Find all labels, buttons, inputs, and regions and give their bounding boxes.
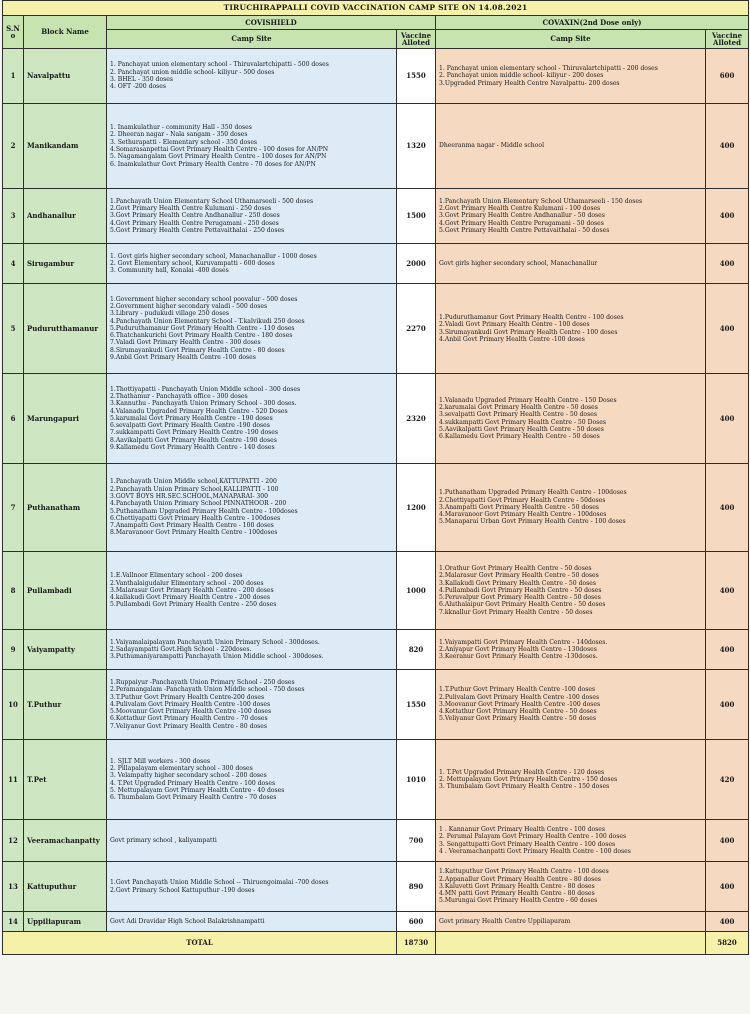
covaxin-vaccine-alloted: 400 [706,670,749,740]
covishield-site-line: 8.Maravanoor Govt Primary Health Centre - 100doses [110,529,278,537]
covaxin-site-line: 2.Chettiyapatti Govt Primary Health Centre - 50doses [439,496,606,504]
covaxin-site-line: 4.Maravanoor Govt Primary Health Centre - 100doses [439,511,607,519]
covishield-site-line: 3. BHEL - 350 doses [110,76,173,83]
covaxin-vaccine-alloted: 400 [706,244,749,284]
covishield-vaccine-alloted: 2320 [397,374,436,464]
covishield-camp-sites [107,670,397,740]
covaxin-site-line: 2.Pulivalam Govt Primary Health Centre -100 doses [439,693,600,701]
covaxin-site-line: 1.Puduruthamanur Govt Primary Health Centre - 100 doses [439,313,624,321]
block-name: Marungapuri [24,374,107,464]
covishield-site-line: 6. Inamkulathur Govt Primary Health Centre - 70 doses for AN/PN [110,160,316,168]
covishield-site-line: 1. Inamkulathur - community Hall - 350 doses [110,124,252,132]
header-row-1 [3,16,749,30]
covaxin-site-line: 4 . Veeramachanpatti Govt Primary Health Centre - 100 doses [439,847,631,855]
table-row [3,820,749,862]
header-block-name: Block Name [24,16,107,49]
serial-number: 9 [3,630,24,670]
serial-number: 8 [3,552,24,630]
covishield-site-line: 2.Vanthalaigudalur Elimentary school - 200 doses [110,579,264,587]
covishield-site-line: 1.Govt Panchayath Union Middle School -- Thiruengoimalai -700 doses [110,879,329,887]
covaxin-camp-sites [436,189,706,244]
covaxin-vaccine-alloted: 600 [706,49,749,104]
covishield-site-line: 9.Kallamedu Govt Primary Health Centre - 140 doses [110,444,275,452]
covaxin-site-line: 4.Kottathur Govt Primary Health Centre - 50 doses [439,708,597,716]
covaxin-camp-sites [436,912,706,932]
covaxin-site-line: 3.Govt Primary Health Centre Andhanallur - 50 doses [439,212,605,220]
covaxin-camp-sites [436,104,706,189]
covishield-site-line: 5.Puthanatham Upgraded Primary Health Centre - 100doses [110,507,298,515]
covaxin-site-line: 1. Panchayat union elementary school - Thiruvalartchipatti - 200 doses [439,65,658,73]
covishield-site-line: 2. Dheeran nagar - Nala sangam - 350 doses [110,131,248,139]
block-name: Pudurutthamanur [24,284,107,374]
covaxin-site-line: 3.Keeranur Govt Primary Health Centre -130doses. [439,653,598,661]
covaxin-site-line: 1.Puthanatham Upgraded Primary Health Centre - 100doses [439,489,627,497]
covishield-camp-sites [107,374,397,464]
table-row [3,374,749,464]
covishield-vaccine-alloted: 1550 [397,670,436,740]
covaxin-site-line: 1.Panchayath Union Elementary School Uthamarseeli - 150 doses [439,197,643,205]
covaxin-site-line: 1.Valanadu Upgraded Primary Health Centre - 150 Doses [439,396,617,404]
covaxin-camp-sites [436,49,706,104]
covaxin-site-line: 4.sukkampatti Govt Primary Health Centre - 50 Doses [439,418,607,426]
serial-number: 2 [3,104,24,189]
covaxin-camp-sites [436,552,706,630]
covishield-site-line: 4.Valanadu Upgraded Primary Health Centre - 520 Doses [110,407,288,415]
covaxin-vaccine-alloted: 400 [706,464,749,552]
block-name: Kattuputhur [24,862,107,912]
total-row [3,932,749,955]
covishield-camp-sites [107,464,397,552]
covaxin-vaccine-alloted: 400 [706,820,749,862]
serial-number: 14 [3,912,24,932]
covaxin-vaccine-alloted: 400 [706,912,749,932]
covishield-site-line: 1. Govt girls higher secondary school, Manachanallur - 1000 doses [110,252,317,260]
covishield-site-line: 4. T.Pet Upgraded Primary Health Centre - 100 doses [110,779,276,787]
covaxin-camp-sites [436,862,706,912]
covaxin-site-line: 3.Sirumayankudi Govt Primary Health Centre - 100 doses [439,328,618,336]
covishield-vaccine-alloted: 890 [397,862,436,912]
block-name: Pullambadi [24,552,107,630]
covishield-site-line: 1. Panchayat union elementary school - Thiruvalartchipatti - 500 doses [110,61,329,69]
covaxin-site-line: 3. Thumbalam Govt Primary Health Centre - 150 doses [439,783,610,791]
serial-number: 7 [3,464,24,552]
sheet-title: TIRUCHIRAPPALLI COVID VACCINATION CAMP SITE ON 14.08.2021 [3,1,749,16]
covaxin-site-line: Govt primary Health Centre Uppiliapuram [439,917,571,925]
block-name: Puthanatham [24,464,107,552]
header-covaxin: COVAXIN(2nd Dose only) [436,16,749,30]
covaxin-site-line: 5.Aavikalpatti Govt Primary Health Centre - 50 doses [439,425,604,433]
covishield-site-line: 1.Panchayath Union Elementary School Uthamarseeli - 500 doses [110,197,314,205]
covishield-camp-sites [107,104,397,189]
covishield-camp-sites [107,552,397,630]
covaxin-vaccine-alloted: 400 [706,374,749,464]
covishield-site-line: Govt Adi Dravidar High School Balakrishnampatti [110,917,265,925]
covaxin-site-line: 3.Upgraded Primary Health Centre Navalpattu- 200 doses [439,79,620,87]
covaxin-site-line: 5.Murungai Govt Primary Health Centre - 60 doses [439,897,598,905]
covaxin-camp-sites [436,284,706,374]
covishield-site-line: Govt primary school , kaliyampatti [110,836,217,844]
covishield-site-line: 5.Pullambadi Govt Primary Health Centre - 250 doses [110,601,277,609]
covishield-site-line: 1.Government higher secondary school poovalur - 500 doses [110,295,298,303]
covishield-site-line: 1.Ruppaiyur -Panchayath Union Primary School - 250 doses [110,678,295,686]
covaxin-vaccine-alloted: 400 [706,189,749,244]
table-row [3,49,749,104]
covishield-vaccine-alloted: 1500 [397,189,436,244]
table-row [3,464,749,552]
table-row [3,284,749,374]
covishield-site-line: 6.sevalpatti Govt Primary Health Centre -190 doses [110,422,270,430]
header-row-2 [3,30,749,49]
covaxin-site-line: 3.sevalpatti Govt Primary Health Centre - 50 doses [439,411,597,419]
block-name: T.Pet [24,740,107,820]
covaxin-camp-sites [436,820,706,862]
covishield-site-line: 5. Nagamangalam Govt Primary Health Centre - 100 doses for AN/PN [110,153,327,161]
covaxin-vaccine-alloted: 420 [706,740,749,820]
total-covaxin-spacer [436,932,706,955]
covaxin-site-line: 6.Kallamedu Govt Primary Health Centre - 50 doses [439,433,600,441]
table-row [3,552,749,630]
covaxin-site-line: 2.Govt Primary Health Centre Kulumani - 100 doses [439,205,601,213]
covaxin-site-line: 5.Veliyanur Govt Primary Health Centre - 50 doses [439,715,596,723]
header-covishield: COVISHIELD [107,16,436,30]
table-row [3,862,749,912]
covishield-site-line: 3. Community hall, Konalai -400 doses [110,267,229,275]
block-name: Uppiliapuram [24,912,107,932]
header-covaxin-vaccine-alloted: Vaccine Alloted [706,30,749,49]
covishield-site-line: 8.Sirumayankudi Govt Primary Health Centre - 80 doses [110,346,285,354]
covishield-camp-sites [107,189,397,244]
covaxin-camp-sites [436,464,706,552]
covaxin-site-line: 2. Mettupalayam Govt Primary Health Centre - 150 doses [439,775,618,783]
serial-number: 5 [3,284,24,374]
total-label: TOTAL [3,932,397,955]
covishield-vaccine-alloted: 1200 [397,464,436,552]
covishield-site-line: 4.Pulivalam Govt Primary Health Centre -100 doses [110,700,271,708]
covaxin-site-line: 1. T.Pet Upgraded Primary Health Centre - 120 doses [439,768,605,776]
covishield-site-line: 3. Sethurapatti - Elementary school - 350 doses [110,138,258,146]
covaxin-site-line: 1.T.Puthur Govt Primary Health Centre -100 doses [439,686,596,694]
covishield-site-line: 7.Veliyanur Govt Primary Health Centre - 80 doses [110,722,267,730]
covishield-vaccine-alloted: 1550 [397,49,436,104]
covishield-camp-sites [107,244,397,284]
title-row [3,1,749,16]
covishield-site-line: 5.Moovanur Govt Primary Health Centre -100 doses [110,708,272,716]
covishield-site-line: 4.Panchayath Union Primary School PINNATHOOR - 200 [110,500,287,508]
table-row [3,244,749,284]
covaxin-vaccine-alloted: 400 [706,552,749,630]
serial-number: 1 [3,49,24,104]
covishield-site-line: 2. Govt Elementary school, Kuruvampatti - 600 doses [110,259,275,267]
block-name: T.Puthur [24,670,107,740]
block-name: Manikandam [24,104,107,189]
covaxin-site-line: 5.Peruvalpur Govt Primary Health Centre - 50 doses [439,594,601,602]
covishield-camp-sites [107,284,397,374]
covaxin-site-line: 4.MN patti Govt Primary Health Centre - 80 doses [439,890,595,898]
covishield-vaccine-alloted: 600 [397,912,436,932]
block-name: Sirugambur [24,244,107,284]
serial-number: 3 [3,189,24,244]
covishield-site-line: 3.GOVT BOYS HR.SEC.SCHOOL,MANAPARAI- 300 [110,492,269,500]
covishield-site-line: 2. Panchayat union middle school- kiliyur - 500 doses [110,68,275,76]
covaxin-site-line: 3. Sengattupatti Govt Primary Health Centre - 100 doses [439,840,616,848]
covishield-site-line: 3.Malarasur Govt Primary Health Centre - 200 doses [110,586,274,594]
covishield-site-line: 6.Thatchankurichi Govt Primary Health Centre - 180 doses [110,332,293,340]
covaxin-site-line: 1 . Kannanur Govt Primary Health Centre - 100 doses [439,825,605,833]
covaxin-site-line: 2.Malarasur Govt Primary Health Centre - 50 doses [439,572,599,580]
camp-site-table [2,0,749,955]
table-row [3,670,749,740]
covishield-site-line: 5.Govt Primary Health Centre Pettavaithalai - 250 doses [110,226,285,234]
covishield-site-line: 3.Govt Primary Health Centre Andhanallur - 250 doses [110,212,280,220]
covaxin-site-line: 2. Perumal Palayam Govt Primary Health Centre - 100 doses [439,833,627,841]
covishield-site-line: 1.Vaiyamalaipalayam Panchayath Union Primary School - 300doses. [110,638,320,646]
covishield-site-line: 9.Anbil Govt Primary Health Centre -100 doses [110,354,256,362]
covaxin-site-line: 7.kknallur Govt Primary Health Centre - 50 doses [439,608,593,616]
covishield-site-line: 4.Govt Primary Health Centre Perugamani - 250 doses [110,219,279,227]
covishield-camp-sites [107,740,397,820]
covishield-vaccine-alloted: 2000 [397,244,436,284]
block-name: Navalpattu [24,49,107,104]
covishield-site-line: 6. Thumbalam Govt Primary Health Centre - 70 doses [110,794,277,802]
covishield-site-line: 7.Anampatti Govt Primary Health Centre - 100 doses [110,522,274,530]
covishield-camp-sites [107,912,397,932]
covishield-site-line: 1. SJLT Mill workers - 300 doses [110,757,211,765]
covishield-site-line: 5. Mettupalayam Govt Primary Health Centre - 40 doses [110,786,285,794]
covaxin-site-line: Dheeranma nagar - Middle school [439,142,545,150]
covishield-site-line: 2.Government higher secondary valadi - 500 doses [110,302,268,310]
covishield-site-line: 4.Somarasanpettai Govt Primary Health Centre - 100 doses for AN/PN [110,146,329,153]
table-row [3,912,749,932]
covishield-site-line: 4. OFT -200 doses [110,83,167,91]
covaxin-site-line: Govt girls higher secondary school, Manachanallur [439,259,598,267]
covishield-site-line: 5.karumalai Govt Primary Health Centre - 190 doses [110,414,273,422]
serial-number: 6 [3,374,24,464]
block-name: Veeramachanpatty [24,820,107,862]
covaxin-site-line: 6.Aluthalaipur Govt Primary Health Centre - 50 doses [439,601,606,609]
total-covaxin: 5820 [706,932,749,955]
covishield-camp-sites [107,820,397,862]
covaxin-vaccine-alloted: 400 [706,862,749,912]
covaxin-site-line: 1.Orathur Govt Primary Health Centre - 50 doses [439,564,592,572]
covaxin-site-line: 3.Anampatti Govt Primary Health Centre - 50 doses [439,503,599,511]
covishield-site-line: 7.sukkampatti Govt Primary Health Centre -190 doses [110,429,278,437]
covaxin-site-line: 2.Aniyapur Govt Primary Health Centre - 130doses [439,645,597,653]
covaxin-site-line: 4.Pullambadi Govt Primary Health Centre - 50 doses [439,586,602,594]
table-row [3,740,749,820]
covaxin-site-line: 1.Kattuputhur Govt Primary Health Centre - 100 doses [439,868,609,876]
covishield-camp-sites [107,862,397,912]
covishield-site-line: 2.Panchayath Union Primary School,KALLIPATTI - 100 [110,485,279,493]
total-covishield: 18730 [397,932,436,955]
covishield-site-line: 6.Chettiyapatti Govt Primary Health Centre - 100doses [110,514,281,522]
covaxin-site-line: 3.Moovanur Govt Primary Health Centre -100 doses [439,700,601,708]
block-name: Vaiyampatty [24,630,107,670]
covishield-site-line: 4.kallakudi Govt Primary Health Centre - 200 doses [110,594,271,602]
covishield-site-line: 2.Govt Primary School Kattuputhur -190 doses [110,886,255,894]
covaxin-site-line: 2.Appanallur Govt Primary Health Centre - 80 doses [439,875,601,883]
table-row [3,630,749,670]
header-covishield-camp-site: Camp Site [107,30,397,49]
covishield-site-line: 8.Aavikalpatti Govt Primary Health Centre -190 doses [110,436,277,444]
covishield-site-line: 7.Valadi Govt Primary Health Centre - 300 doses [110,339,261,347]
covishield-site-line: 3.Library - pudukudi village 250 doses [110,310,229,318]
serial-number: 10 [3,670,24,740]
covishield-site-line: 3. Velampatty higher secondary school - 200 doses [110,772,267,780]
covaxin-site-line: 3.Kallakudi Govt Primary Health Centre - 50 doses [439,579,596,587]
covaxin-vaccine-alloted: 400 [706,630,749,670]
serial-number: 12 [3,820,24,862]
covishield-site-line: 4.Panchayath Union Elementary School - T.kalvikudi 250 doses [110,317,305,325]
covishield-site-line: 3.Kannuthu - Panchayath Union Primary School - 300 doses. [110,400,297,408]
covaxin-camp-sites [436,630,706,670]
serial-number: 11 [3,740,24,820]
covishield-site-line: 2. Pillapalayam elementary school - 300 doses [110,764,253,772]
table-row [3,104,749,189]
covishield-camp-sites [107,49,397,104]
covishield-site-line: 1.E.Vallnoor Elimentary school - 200 doses [110,572,243,580]
covishield-vaccine-alloted: 700 [397,820,436,862]
serial-number: 13 [3,862,24,912]
covaxin-site-line: 2.Valadi Govt Primary Health Centre - 100 doses [439,321,590,329]
covishield-site-line: 6.Kottathur Govt Primary Health Centre - 70 doses [110,715,268,723]
covaxin-site-line: 1.Vaiyampatti Govt Primary Health Centre - 140doses. [439,638,608,646]
covaxin-site-line: 4.Anbil Govt Primary Health Centre -100 doses [439,335,585,343]
covishield-site-line: 2.Peramangalam -Panchayath Union Middle school - 750 doses [110,686,305,694]
covaxin-camp-sites [436,740,706,820]
covaxin-site-line: 4.Govt Primary Health Centre Perugamani - 50 doses [439,219,604,227]
header-sno: S.N o [3,16,24,49]
covaxin-camp-sites [436,244,706,284]
covaxin-site-line: 5.Govt Primary Health Centre Pettavaithalai - 50 doses [439,226,610,234]
covaxin-site-line: 3.Kaluvetti Govt Primary Health Centre - 80 doses [439,882,595,890]
covishield-site-line: 2.Thathamur - Panchayath office - 300 doses [110,392,248,400]
covishield-site-line: 2.Sadayampatti Govt.High School - 220doses. [110,645,252,653]
covishield-site-line: 1.Thottiyapatti - Panchayath Union Middle school - 300 doses [110,385,301,393]
covishield-camp-sites [107,630,397,670]
covishield-vaccine-alloted: 1320 [397,104,436,189]
covaxin-camp-sites [436,670,706,740]
covaxin-site-line: 5.Manaparai Urban Govt Primary Health Centre - 100 doses [439,518,626,526]
covishield-site-line: 5.Puduruthamanur Govt Primary Health Centre - 110 doses [110,324,295,332]
covishield-site-line: 2.Govt Primary Health Centre Kulumani - 250 doses [110,205,272,213]
block-name: Andhanallur [24,189,107,244]
covishield-vaccine-alloted: 820 [397,630,436,670]
covaxin-vaccine-alloted: 400 [706,104,749,189]
covaxin-vaccine-alloted: 400 [706,284,749,374]
covaxin-site-line: 2.karumalai Govt Primary Health Centre - 50 doses [439,403,598,411]
header-covishield-vaccine-alloted: Vaccine Alloted [397,30,436,49]
covaxin-camp-sites [436,374,706,464]
covaxin-site-line: 2. Panchayat union middle school- kiliyur - 200 doses [439,72,604,80]
covishield-vaccine-alloted: 1000 [397,552,436,630]
covishield-site-line: 1.Panchayath Union Middle school,KATTUPATTI - 200 [110,478,277,486]
serial-number: 4 [3,244,24,284]
covishield-vaccine-alloted: 2270 [397,284,436,374]
covishield-vaccine-alloted: 1010 [397,740,436,820]
table-row [3,189,749,244]
covishield-site-line: 3.Puthumaniyarampatti Panchayath Union Middle school - 300doses. [110,653,324,661]
covishield-site-line: 3.T.Puthur Govt Primary Health Centre-200 doses [110,693,265,701]
header-covaxin-camp-site: Camp Site [436,30,706,49]
